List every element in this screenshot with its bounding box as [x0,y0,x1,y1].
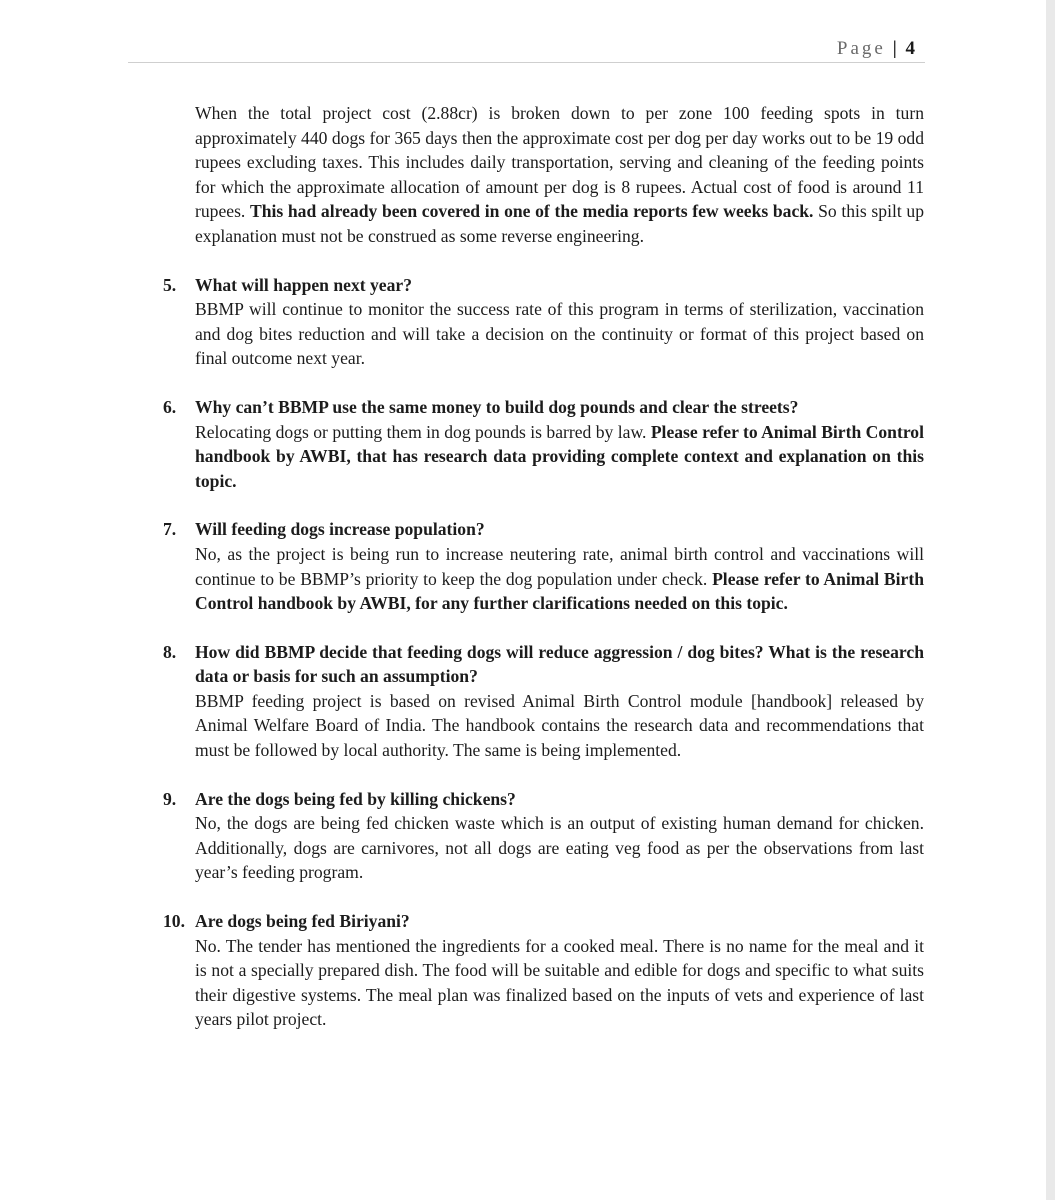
faq-number: 9. [163,788,177,809]
faq-answer: BBMP will continue to monitor the success rate of this program in terms of sterilization, vaccination and dog bites reduction and will take a decision on the continuity or format of this project based on final outcome next year. [195,299,924,369]
faq-item-9 [163,787,924,885]
faq-item-8 [163,640,924,763]
page-header [837,38,915,60]
intro-tail-text: So this spilt up explanation must not be construed as some reverse engineering. [195,201,924,246]
faq-number: 8. [163,641,177,662]
intro-bold-text: This had already been covered in one of the media reports few weeks back. [249,201,814,222]
faq-answer [195,420,924,494]
intro-paragraph [195,101,924,249]
faq-answer-bold: Please refer to Animal Birth Control handbook by AWBI, for any further clarifications needed on this topic. [195,568,924,614]
faq-question: Will feeding dogs increase population? [195,519,485,540]
faq-answer-text: Relocating dogs or putting them in dog pounds is barred by law. [195,421,651,442]
faq-answer: BBMP feeding project is based on revised Animal Birth Control module [handbook] released by Animal Welfare Board of India. The handbook contains the research data and recommendations that must be followed by local authority. The same is being implemented. [195,690,924,761]
faq-number: 7. [163,519,177,540]
faq-question: What will happen next year? [195,274,413,295]
faq-item-7 [163,517,924,615]
faq-number: 5. [163,274,177,295]
header-separator: | [892,38,897,59]
faq-question: Are dogs being fed Biriyani? [195,911,410,932]
faq-item-5 [163,273,924,371]
faq-number: 6. [163,396,177,417]
faq-answer-bold: Please refer to Animal Birth Control handbook by AWBI, that has research data providing complete context and explanation on this topic. [195,421,924,491]
faq-question: How did BBMP decide that feeding dogs will reduce aggression / dog bites? What is the research data or basis for such an assumption? [195,641,924,687]
document-body [163,101,924,1032]
faq-answer: No, the dogs are being fed chicken waste which is an output of existing human demand for chicken. Additionally, dogs are carnivores, not all dogs are eating veg food as per the observations from last year’s feeding program. [195,813,924,883]
intro-text: When the total project cost (2.88cr) is broken down to per zone 100 feeding spots in turn approximately 440 dogs for 365 days then the approximate cost per dog per day works out to be 19 odd rupees excluding taxes. This includes daily transportation, serving and cleaning of the feeding points for which the approximate allocation of amount per dog is 8 rupees. Actual cost of food is around 11 rupees. [195,103,924,222]
faq-answer-text: No, as the project is being run to increase neutering rate, animal birth control and vaccinations will continue to be BBMP’s priority to keep the dog population under check. [195,543,924,589]
faq-question: Are the dogs being fed by killing chickens? [195,788,516,809]
faq-number: 10. [163,911,185,932]
faq-answer: No. The tender has mentioned the ingredients for a cooked meal. There is no name for the meal and it is not a specially prepared dish. The food will be suitable and edible for dogs and specific to what suits their digestive systems. The meal plan was finalized based on the inputs of vets and experience of last years pilot project. [195,935,924,1030]
faq-item-10 [163,909,924,1032]
faq-answer [195,542,924,616]
page-number: 4 [905,38,915,59]
page-label: Page [836,38,886,59]
faq-item-6 [163,395,924,493]
header-rule [128,62,925,63]
faq-question: Why can’t BBMP use the same money to build dog pounds and clear the streets? [195,396,799,417]
